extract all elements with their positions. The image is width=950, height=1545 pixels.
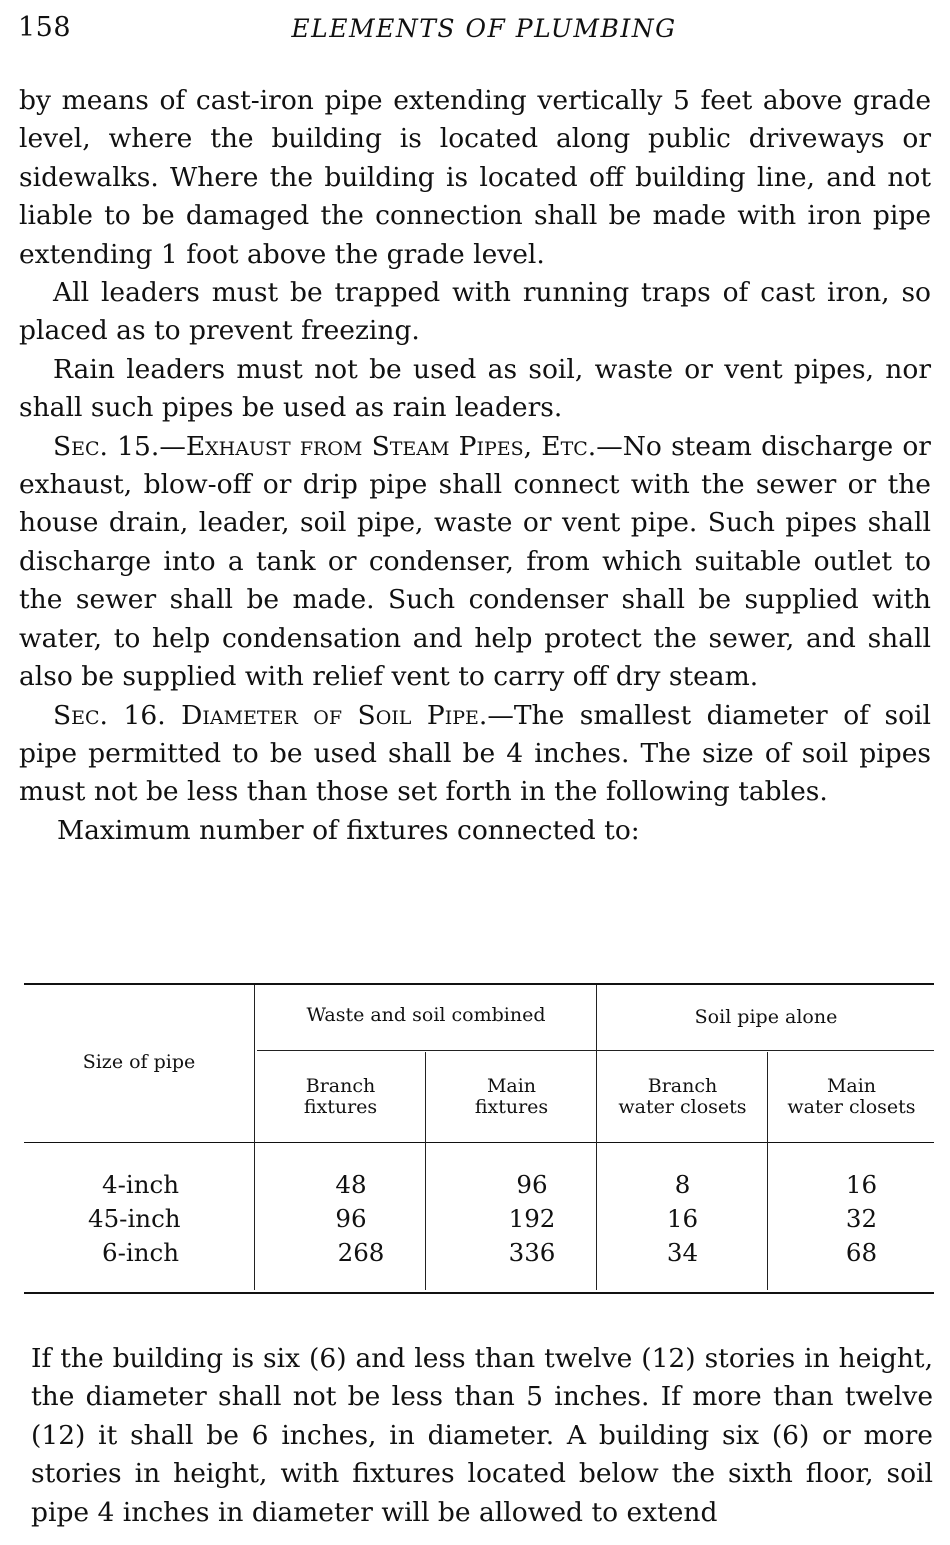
table-cell: 96 [335, 1204, 367, 1233]
table-cell: 32 [845, 1204, 878, 1233]
section-15 [19, 428, 931, 697]
body-text [19, 82, 931, 850]
col-header-line: Main [486, 1075, 537, 1097]
table-cell: 336 [508, 1238, 556, 1267]
table-vline-4 [767, 1052, 768, 1290]
col-header-line: Branch [305, 1075, 376, 1097]
table-cell: 48 [335, 1170, 367, 1199]
group-header-waste-soil: Waste and soil combined [306, 1004, 546, 1026]
col-header-line: fixtures [303, 1096, 378, 1118]
section-16 [19, 697, 931, 812]
page-number: 158 [18, 12, 72, 43]
section-16-text: —The smallest diameter of soil pipe permitted to be used shall be 4 inches. The size of soil pipes must not be less than those set forth in the following tables. [19, 699, 931, 808]
section-15-text: —No steam discharge or exhaust, blow-off or drip pipe shall connect with the sewer or the house drain, leader, soil pipe, waste or vent pipe. Such pipes shall discharge into a tank or condenser, from which suitable outlet to the sewer shall be made. Such condenser shall be supplied with water, to help condensation and help protect the sewer, and shall also be supplied with relief vent to carry off dry steam. [19, 430, 931, 693]
section-16-heading: Sec. 16. Diameter of Soil Pipe. [53, 699, 488, 731]
body-text-after-table [31, 1340, 933, 1532]
col-header-line: water closets [618, 1096, 747, 1118]
table-cell: 34 [666, 1238, 699, 1267]
paragraph-1: by means of cast-iron pipe extending vertically 5 feet above grade level, where the building is located along public driveways or sidewalks. Where the building is located off building line, and not liable to be damaged the connection shall be made with iron pipe extending 1 foot above the grade level. [19, 85, 931, 270]
col-header-line: Branch [647, 1075, 718, 1097]
table-cell: 8 [674, 1170, 691, 1199]
table-caption: Maximum number of fixtures connected to: [57, 814, 640, 846]
table-cell: 96 [516, 1170, 548, 1199]
table-cell-size: 6-inch [102, 1238, 179, 1267]
table-bottom-rule [24, 1292, 934, 1294]
group-header-soil-alone: Soil pipe alone [694, 1006, 838, 1028]
table-cell: 268 [337, 1238, 385, 1267]
paragraph-2: All leaders must be trapped with running traps of cast iron, so placed as to prevent freezing. [19, 277, 931, 347]
table-cell: 16 [666, 1204, 699, 1233]
paragraph-3: Rain leaders must not be used as soil, waste or vent pipes, nor shall such pipes be used as rain leaders. [19, 353, 931, 424]
page-header [18, 12, 930, 48]
table-vline-1 [254, 985, 255, 1290]
section-15-heading: Sec. 15.—Exhaust from Steam Pipes, Etc. [53, 430, 597, 462]
col-header-line: water closets [787, 1096, 916, 1118]
table-cell: 68 [845, 1238, 878, 1267]
table-top-rule [24, 983, 934, 985]
table-cell: 192 [508, 1204, 556, 1233]
col-header-line: Main [826, 1075, 877, 1097]
col-header-branch-water-closets [598, 1076, 767, 1118]
size-of-pipe-header: Size of pipe [82, 1051, 196, 1073]
header-bottom-rule [24, 1142, 934, 1143]
running-title: ELEMENTS OF PLUMBING [291, 14, 677, 43]
table-cell-size: 4-inch [102, 1170, 179, 1199]
table-cell-size: 45-inch [88, 1204, 181, 1233]
paragraph-after-table: If the building is six (6) and less than twelve (12) stories in height, the diameter shall not be less than 5 inches. If more than twelve (12) it shall be 6 inches, in diameter. A building six (6) or more stories in height, with fixtures located below the sixth floor, soil pipe 4 inches in diameter will be allowed to extend [31, 1343, 933, 1528]
col-header-main-water-closets [769, 1076, 934, 1118]
table-cell: 16 [845, 1170, 878, 1199]
col-header-line: fixtures [474, 1096, 549, 1118]
col-header-branch-fixtures [256, 1076, 425, 1118]
fixtures-table [24, 983, 934, 1295]
col-header-main-fixtures [427, 1076, 596, 1118]
